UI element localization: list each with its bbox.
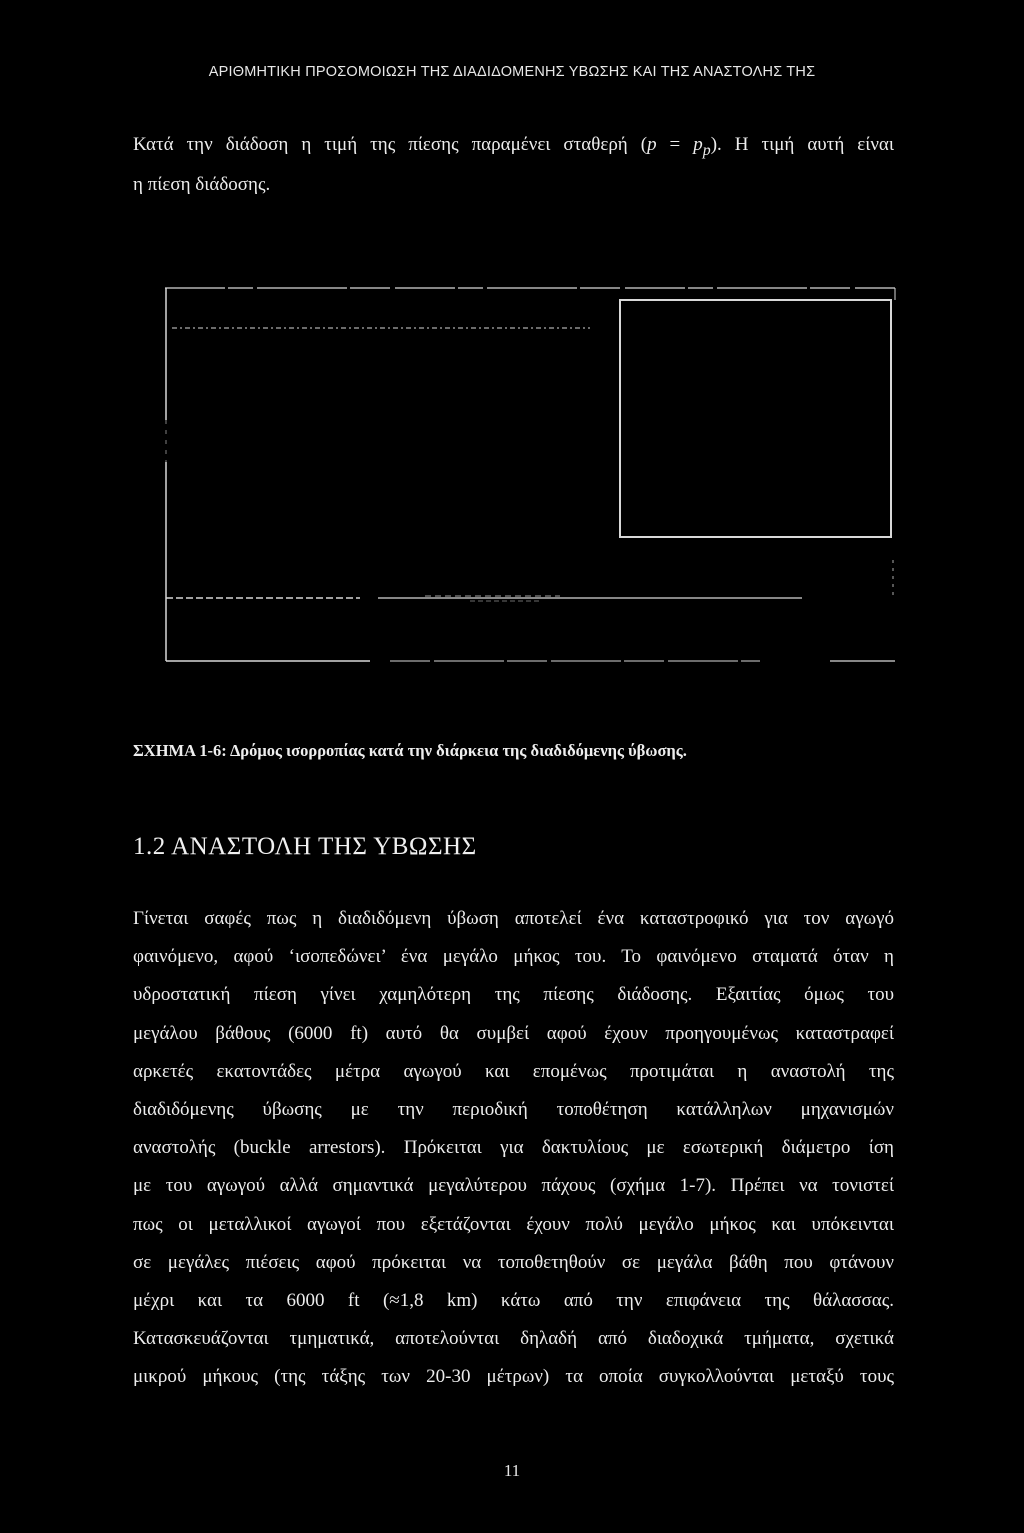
body-paragraph — [133, 900, 894, 1396]
body-line: φαινόμενο, αφού ‘ισοπεδώνει’ ένα μεγάλο μήκος του. Το φαινόμενο σταματά όταν η — [133, 946, 894, 968]
body-line: με του αγωγού αλλά σημαντικά μεγαλύτερου πάχους (σχήμα 1-7). Πρέπει να τονιστεί — [133, 1175, 894, 1197]
body-line: διαδιδόμενης ύβωσης με την περιοδική τοποθέτηση κατάλληλων μηχανισμών — [133, 1098, 894, 1120]
body-line: σε μεγάλες πιέσεις αφού πρόκειται να τοποθετηθούν σε μεγάλα βάθη που φτάνουν — [133, 1251, 894, 1273]
section-heading: 1.2 ΑΝΑΣΤΟΛΗ ΤΗΣ ΥΒΩΣΗΣ — [133, 833, 477, 860]
figure-1-6 — [0, 280, 1024, 680]
running-header: ΑΡΙΘΜΗΤΙΚΗ ΠΡΟΣΟΜΟΙΩΣΗ ΤΗΣ ΔΙΑΔΙΔΟΜΕΝΗΣ ΥΒΩΣΗΣ ΚΑΙ ΤΗΣ ΑΝΑΣΤΟΛΗΣ ΤΗΣ — [208, 64, 816, 80]
math-p: p — [647, 134, 657, 155]
math-sub-p: p — [702, 141, 711, 159]
math-pp: p — [693, 134, 703, 155]
intro-line-2: η πίεση διάδοσης. — [133, 174, 271, 195]
figure-caption: ΣΧΗΜΑ 1-6: Δρόμος ισορροπίας κατά την διάρκεια της διαδιδόμενης ύβωσης. — [133, 741, 687, 760]
body-line: Γίνεται σαφές πως η διαδιδόμενη ύβωση αποτελεί ένα καταστροφικό για τον αγωγό — [133, 908, 894, 929]
body-line: υδροστατική πίεση γίνει χαμηλότερη της πίεσης διάδοσης. Εξαιτίας όμως του — [133, 984, 894, 1006]
page-number: 11 — [503, 1461, 521, 1480]
intro-line-1: Κατά την διάδοση η τιμή της πίεσης παραμένει σταθερή $(p = p_p)$. Η τιμή αυτή είναι — [133, 134, 894, 159]
figure-1-6-drawing — [0, 280, 1024, 680]
body-line: μικρού μήκους (της τάξης των 20-30 μέτρων) τα οποία συγκολλούνται μεταξύ τους — [133, 1366, 894, 1388]
intro-paragraph — [133, 125, 894, 205]
body-line: αναστολής (buckle arrestors). Πρόκειται για δακτυλίους με εσωτερική διάμετρο ίση — [133, 1137, 894, 1159]
body-line: μέχρι και τα 6000 ft (≈1,8 km) κάτω από την επιφάνεια της θάλασσας. — [133, 1289, 894, 1311]
body-line: μεγάλου βάθους (6000 ft) αυτό θα συμβεί αφού έχουν προηγουμένως καταστραφεί — [133, 1022, 894, 1044]
body-line: αρκετές εκατοντάδες μέτρα αγωγού και επομένως προτιμάται η αναστολή της — [133, 1060, 894, 1082]
body-line: πως οι μεταλλικοί αγωγοί που εξετάζονται έχουν πολύ μεγάλο μήκος και υπόκεινται — [133, 1213, 894, 1235]
body-line: Κατασκευάζονται τμηματικά, αποτελούνται δηλαδή από διαδοχικά τμήματα, σχετικά — [133, 1328, 894, 1350]
